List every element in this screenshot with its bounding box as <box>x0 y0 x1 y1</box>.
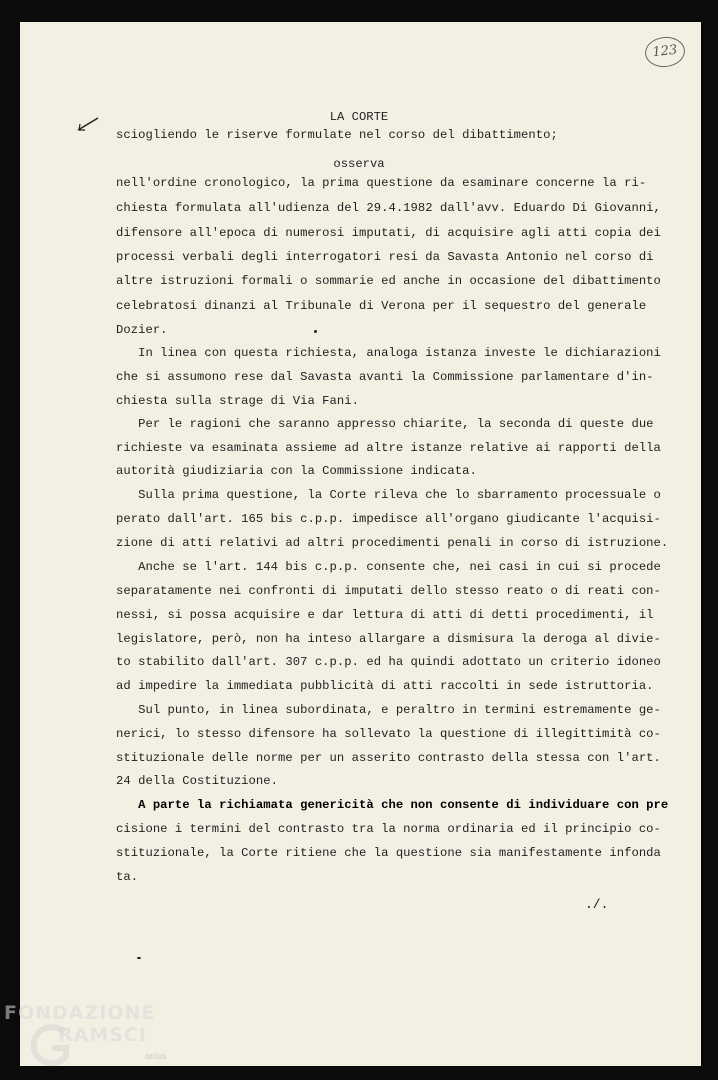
text-line: difensore all'epoca di numerosi imputati, di acquisire agli atti copia dei <box>116 226 661 240</box>
text-line: ad impedire la immediata pubblicità di atti raccolti in sede istruttoria. <box>116 679 654 693</box>
ink-speck <box>314 330 317 333</box>
text-line: chiesta formulata all'udienza del 29.4.1982 dall'avv. Eduardo Di Giovanni, <box>116 201 661 215</box>
text-line: 24 della Costituzione. <box>116 774 279 788</box>
text-line: zione di atti relativi ad altri procedimenti penali in corso di istruzione. <box>116 536 669 550</box>
text-line: sciogliendo le riserve formulate nel corso del dibattimento; <box>116 128 558 142</box>
text-line: stituzionale delle norme per un asserito contrasto della stessa con l'art. <box>116 751 661 765</box>
watermark-line2: RAMSCI <box>58 1024 147 1046</box>
text-line: legislatore, però, non ha inteso allargare a dismisura la deroga al divie- <box>116 632 661 646</box>
text-line: Dozier. <box>116 323 168 337</box>
text-line: altre istruzioni formali o sommarie ed anche in occasione del dibattimento <box>116 274 661 288</box>
text-line: celebratosi dinanzi al Tribunale di Verona per il sequestro del generale <box>116 299 647 313</box>
fondazione-gramsci-watermark <box>0 1000 200 1080</box>
watermark-sub: onlus <box>145 1052 167 1061</box>
text-line: nerici, lo stesso difensore ha sollevato la questione di illegittimità co- <box>116 727 661 741</box>
text-line: processi verbali degli interrogatori resi da Savasta Antonio nel corso di <box>116 250 654 264</box>
text-line: nessi, si possa acquisire e dar lettura di atti di detti procedimenti, il <box>116 608 654 622</box>
text-line: Per le ragioni che saranno appresso chiarite, la seconda di queste due <box>116 417 654 431</box>
heading-osserva: osserva <box>333 157 385 171</box>
text-line: Sulla prima questione, la Corte rileva che lo sbarramento processuale o <box>116 488 661 502</box>
text-line: cisione i termini del contrasto tra la norma ordinaria ed il principio co- <box>116 822 661 836</box>
text-line: richieste va esaminata assieme ad altre istanze relative ai rapporti della <box>116 441 661 455</box>
text-line: ta. <box>116 870 139 884</box>
heading-la-corte: LA CORTE <box>329 110 389 124</box>
text-line: che si assumono rese dal Savasta avanti la Commissione parlamentare d'in- <box>116 370 654 384</box>
ink-speck <box>137 957 141 959</box>
text-line: perato dall'art. 165 bis c.p.p. impedisce all'organo giudicante l'acquisi- <box>116 512 661 526</box>
page-number-stamp: 123 <box>644 35 687 69</box>
text-line: autorità giudiziaria con la Commissione indicata. <box>116 464 477 478</box>
text-line: stituzionale, la Corte ritiene che la questione sia manifestamente infonda <box>116 846 661 860</box>
text-line: Anche se l'art. 144 bis c.p.p. consente che, nei casi in cui si procede <box>116 560 661 574</box>
text-line: separatamente nei confronti di imputati dello stesso reato o di reati con- <box>116 584 661 598</box>
text-line: to stabilito dall'art. 307 c.p.p. ed ha quindi adottato un criterio idoneo <box>116 655 661 669</box>
text-line: A parte la richiamata genericità che non consente di individuare con pre <box>116 798 669 812</box>
text-line: In linea con questa richiesta, analoga istanza investe le dichiarazioni <box>116 346 661 360</box>
text-line: nell'ordine cronologico, la prima questione da esaminare concerne la ri- <box>116 176 647 190</box>
text-line: Sul punto, in linea subordinata, e peraltro in termini estremamente ge- <box>116 703 661 717</box>
watermark-line1: FONDAZIONE <box>4 1002 156 1024</box>
text-line: chiesta sulla strage di Via Fani. <box>116 394 360 408</box>
continuation-mark: ./. <box>585 897 609 912</box>
